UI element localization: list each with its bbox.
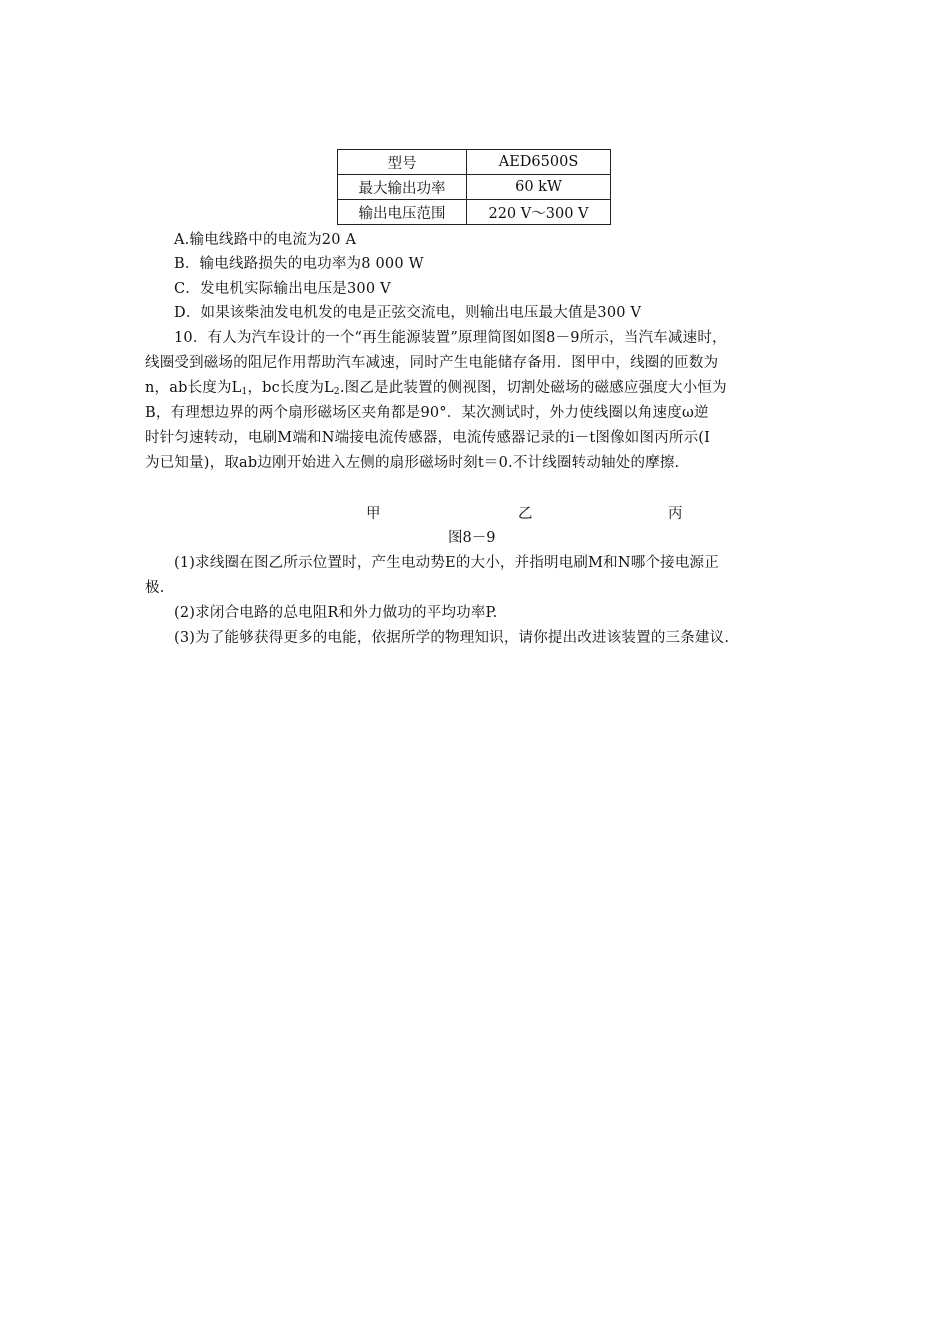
option-b: B．输电线路损失的电功率为8 000 W: [174, 256, 424, 272]
question-10-line: 10．有人为汽车设计的一个“再生能源装置”原理简图如图8－9所示，当汽车减速时，: [174, 330, 727, 346]
subscript: 1: [241, 387, 248, 397]
option-c: C．发电机实际输出电压是300 V: [174, 281, 391, 297]
spec-value: 220 V～300 V: [467, 200, 611, 225]
spec-value: AED6500S: [467, 150, 611, 175]
text-run: ，bc长度为L: [247, 380, 334, 396]
spec-key: 输出电压范围: [338, 200, 467, 225]
figure-caption: 图8－9: [448, 530, 496, 546]
figure-label-bing: 丙: [668, 506, 683, 522]
subscript: 2: [333, 387, 340, 397]
option-d: D．如果该柴油发电机发的电是正弦交流电，则输出电压最大值是300 V: [174, 305, 642, 321]
question-10-line: 线圈受到磁场的阻尼作用帮助汽车减速，同时产生电能储存备用．图甲中，线圈的匝数为: [145, 355, 719, 371]
text-run: .图乙是此装置的侧视图，切割处磁场的磁感应强度大小恒为: [339, 380, 727, 396]
question-10-line: 为已知量)，取ab边刚开始进入左侧的扇形磁场时刻t＝0.不计线圈转动轴处的摩擦.: [145, 455, 680, 471]
text-run: n，ab长度为L: [145, 380, 242, 396]
generator-spec-table: [337, 149, 611, 225]
question-10-line: 时针匀速转动，电刷M端和N端接电流传感器，电流传感器记录的i－t图像如图丙所示(I: [145, 430, 711, 446]
table-row: [338, 200, 611, 225]
sub-question-1-cont: 极.: [145, 580, 165, 596]
sub-question-3: (3)为了能够获得更多的电能，依据所学的物理知识，请你提出改进该装置的三条建议.: [174, 630, 730, 646]
spec-key: 最大输出功率: [338, 175, 467, 200]
sub-question-2: (2)求闭合电路的总电阻R和外力做功的平均功率P.: [174, 605, 498, 621]
question-10-line: B，有理想边界的两个扇形磁场区夹角都是90°．某次测试时，外力使线圈以角速度ω逆: [145, 405, 709, 421]
spec-value: 60 kW: [467, 175, 611, 200]
spec-key: 型号: [338, 150, 467, 175]
table-row: [338, 150, 611, 175]
figure-label-yi: 乙: [518, 506, 533, 522]
option-a: A.输电线路中的电流为20 A: [174, 232, 357, 248]
figure-label-jia: 甲: [366, 506, 381, 522]
table-row: [338, 175, 611, 200]
question-10-line: [145, 378, 727, 402]
sub-question-1: (1)求线圈在图乙所示位置时，产生电动势E的大小，并指明电刷M和N哪个接电源正: [174, 555, 719, 571]
